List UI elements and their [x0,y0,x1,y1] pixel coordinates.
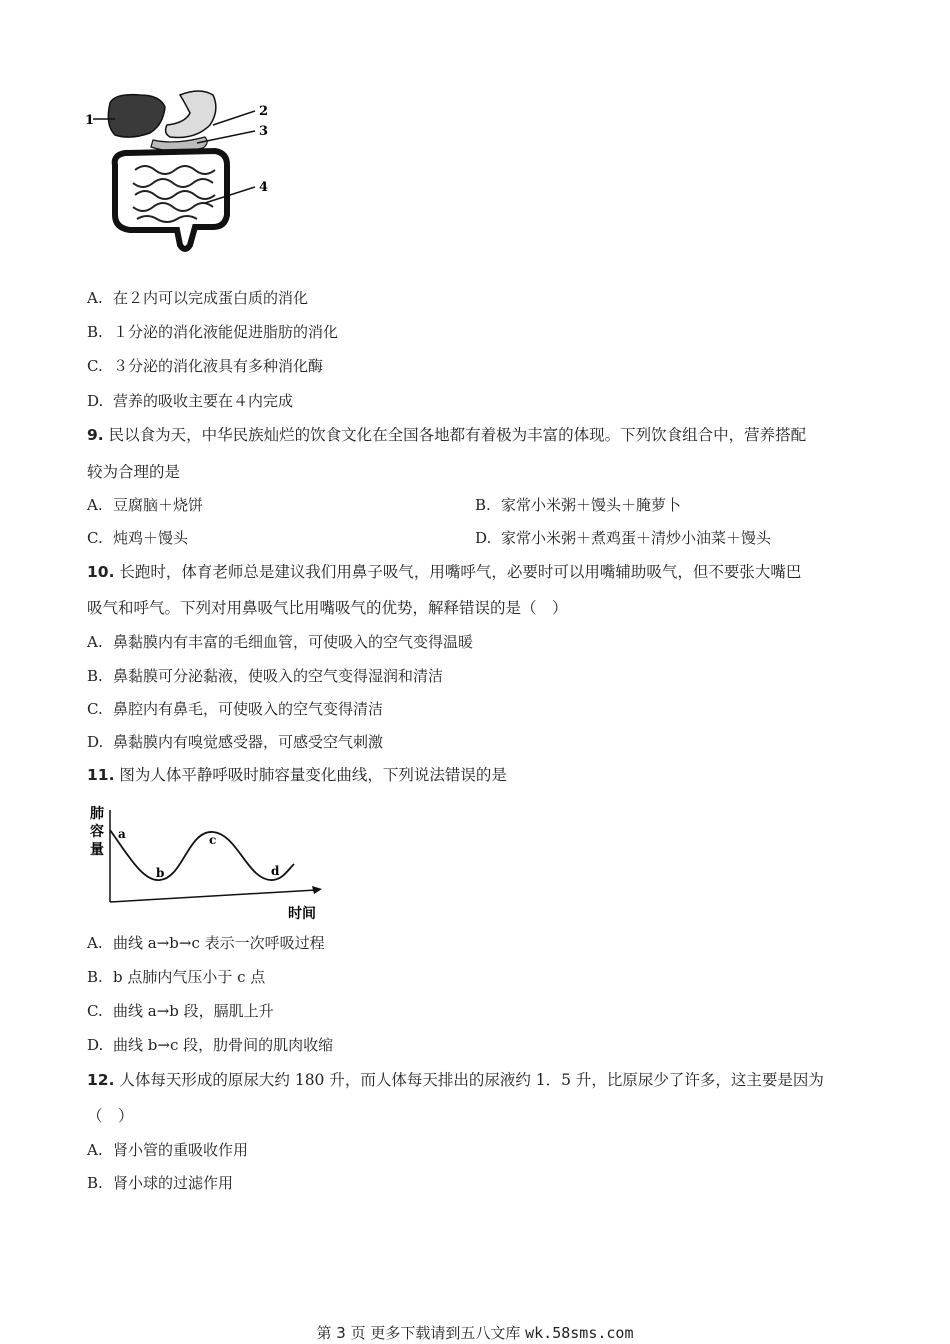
option-letter: B. [87,323,103,341]
q10-option-a[interactable] [87,632,473,652]
q12-stem-line1 [87,1070,824,1090]
q8-option-a[interactable] [87,288,308,308]
option-letter: D. [87,392,104,410]
option-letter: A. [87,934,103,952]
q9-stem-line1 [87,425,806,445]
figure-label-2: 2 [259,104,269,119]
q11-stem-line1 [87,765,507,785]
option-text: 鼻黏膜可分泌黏液，使吸入的空气变得湿润和清洁 [113,667,444,685]
option-text: 肾小管的重吸收作用 [113,1141,249,1159]
option-letter: C. [87,700,103,718]
liver-shape [108,95,165,137]
option-text: 炖鸡＋馒头 [113,529,189,547]
option-letter: B. [475,496,491,514]
q12-option-b[interactable] [87,1173,233,1193]
q11-option-a[interactable] [87,933,325,953]
q12-stem-line2: （ ） [87,1107,134,1125]
figure-label-1: 1 [85,113,95,128]
option-letter: B. [87,667,103,685]
option-letter: C. [87,357,103,375]
q8-option-b[interactable] [87,322,338,342]
q9-option-d[interactable] [475,528,771,548]
option-letter: C. [87,1002,103,1020]
option-letter: B. [87,1174,103,1192]
question-text: 图为人体平静呼吸时肺容量变化曲线，下列说法错误的是 [119,766,507,784]
figure-label-4: 4 [259,180,269,195]
q10-stem-line1 [87,562,801,582]
option-text: 鼻黏膜内有嗅觉感受器，可感受空气刺激 [113,733,384,751]
y-axis-label-char-3: 量 [90,842,104,858]
option-letter: D. [87,733,104,751]
option-text: 家常小米粥＋煮鸡蛋＋清炒小油菜＋馒头 [501,529,772,547]
q9-option-a[interactable] [87,495,203,515]
x-axis-label: 时间 [288,906,316,922]
point-label-b: b [156,866,165,880]
option-letter: A. [87,289,103,307]
x-axis [110,890,316,902]
q11-option-d[interactable] [87,1035,333,1055]
q12-option-a[interactable] [87,1140,248,1160]
option-text: 豆腐脑＋烧饼 [113,496,204,514]
q8-option-c[interactable] [87,356,323,376]
question-number: 12. [87,1071,115,1089]
option-letter: A. [87,633,103,651]
question-number: 10. [87,563,115,581]
q9-option-b[interactable] [475,495,681,515]
q10-stem-line2: 吸气和呼气。下列对用鼻吸气比用嘴吸气的优势，解释错误的是（ ） [87,599,568,617]
lung-volume-curve [110,830,294,880]
lung-volume-chart [88,800,328,925]
stomach-shape [166,91,216,138]
option-letter: B. [87,968,103,986]
point-label-a: a [118,827,126,841]
option-text: 鼻腔内有鼻毛，可使吸入的空气变得清洁 [113,700,384,718]
q8-option-d[interactable] [87,391,293,411]
digestive-system-figure [85,85,285,260]
small-intestine-coils [133,166,215,222]
point-label-c: c [209,833,217,847]
option-text: 曲线 a→b→c 表示一次呼吸过程 [113,934,325,952]
option-text: 营养的吸收主要在４内完成 [113,392,294,410]
option-letter: D. [87,1036,104,1054]
option-letter: D. [475,529,492,547]
q9-stem-line2: 较为合理的是 [87,463,181,481]
q10-option-d[interactable] [87,732,383,752]
q10-option-b[interactable] [87,666,443,686]
option-text: 鼻黏膜内有丰富的毛细血管，可使吸入的空气变得温暖 [113,633,474,651]
y-axis-label-char-2: 容 [90,824,104,840]
figure-label-3: 3 [259,124,269,139]
footer-link[interactable]: wk.58sms.com [525,1324,634,1342]
question-text: 人体每天形成的原尿大约 180 升，而人体每天排出的尿液约 1．5 升，比原尿少了许多，这主要是因为 [119,1071,824,1089]
q11-option-c[interactable] [87,1001,274,1021]
option-text: 肾小球的过滤作用 [113,1174,234,1192]
option-text: １分泌的消化液能促进脂肪的消化 [113,323,339,341]
option-text: ３分泌的消化液具有多种消化酶 [113,357,324,375]
footer-text: 第 3 页 更多下载请到五八文库 [316,1324,521,1342]
question-text: 民以食为天，中华民族灿烂的饮食文化在全国各地都有着极为丰富的体现。下列饮食组合中，营养搭配 [108,426,807,444]
option-text: 家常小米粥＋馒头＋腌萝卜 [501,496,682,514]
option-letter: C. [87,529,103,547]
option-text: 曲线 a→b 段，膈肌上升 [113,1002,274,1020]
point-label-d: d [271,864,280,878]
option-text: 曲线 b→c 段，肋骨间的肌肉收缩 [113,1036,334,1054]
q9-option-c[interactable] [87,528,188,548]
q11-option-b[interactable] [87,967,265,987]
x-axis-arrow [312,886,322,894]
large-intestine-shape [115,151,227,249]
question-number: 11. [87,766,115,784]
question-text: 长跑时，体育老师总是建议我们用鼻子吸气，用嘴呼气，必要时可以用嘴辅助吸气，但不要张大嘴巴 [119,563,802,581]
option-letter: A. [87,496,103,514]
option-text: 在２内可以完成蛋白质的消化 [113,289,309,307]
y-axis-label-char-1: 肺 [90,806,104,822]
q10-option-c[interactable] [87,699,383,719]
page-footer [0,1322,950,1343]
option-text: b 点肺内气压小于 c 点 [113,968,266,986]
question-number: 9. [87,426,104,444]
option-letter: A. [87,1141,103,1159]
